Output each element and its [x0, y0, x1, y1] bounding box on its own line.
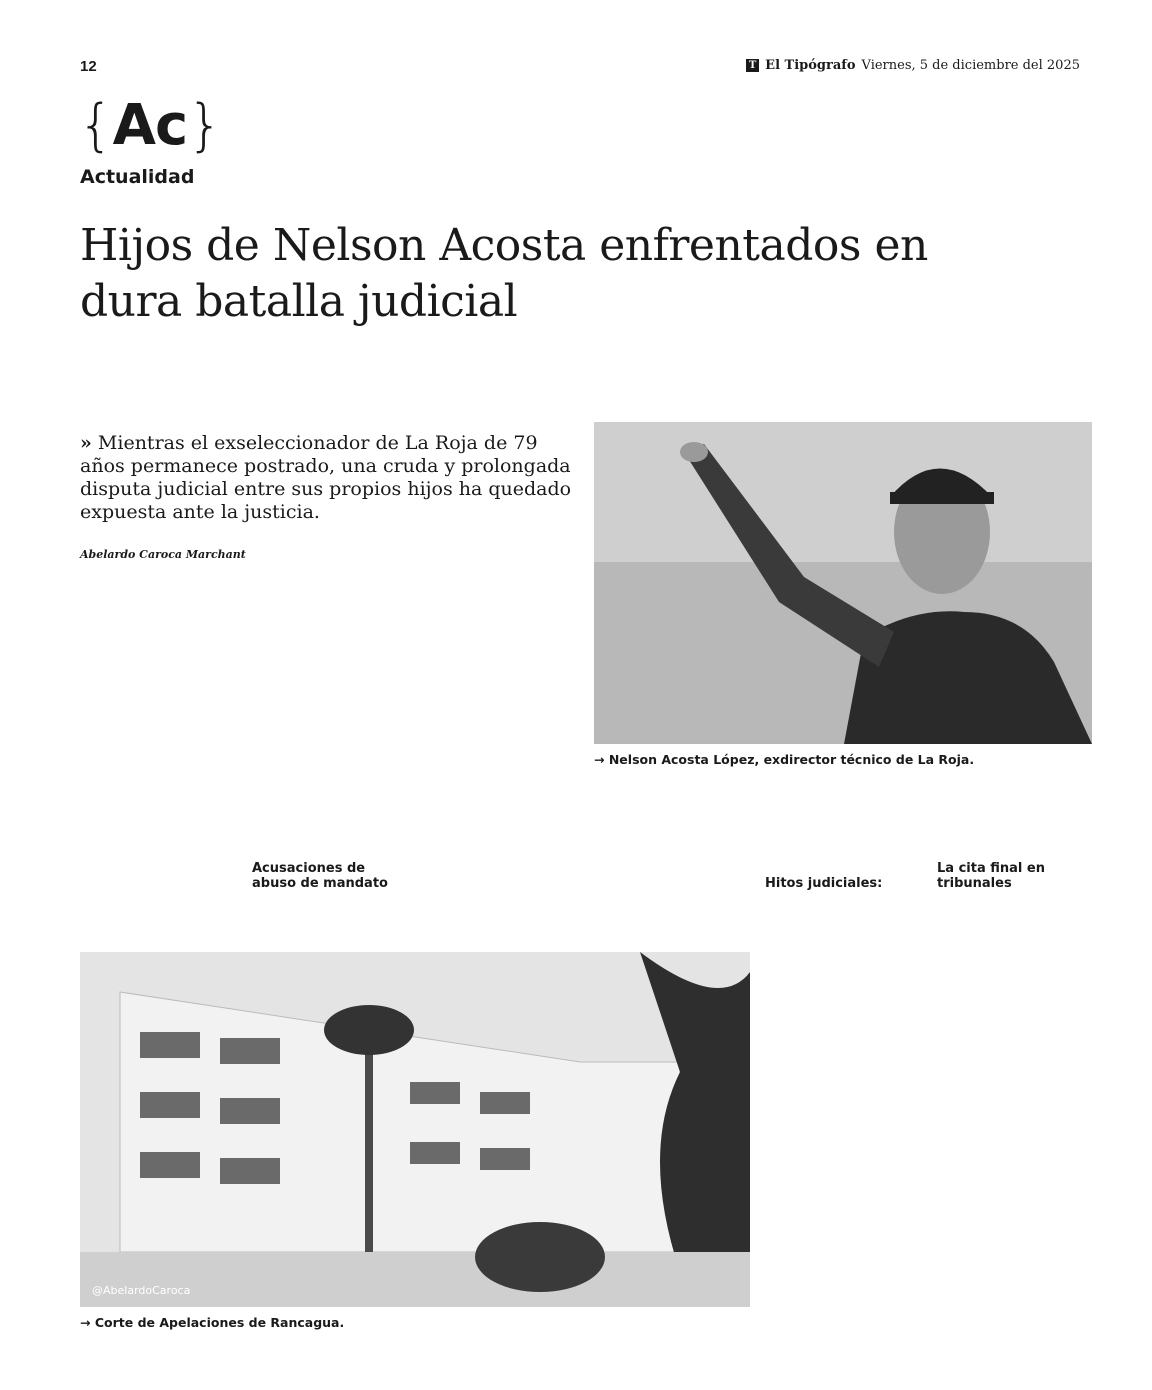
newspaper-name: El Tipógrafo: [765, 58, 856, 73]
subhead-hitos: Hitos judiciales:: [765, 876, 883, 891]
section-abbr: Ac: [112, 93, 188, 158]
photo-credit: @AbelardoCaroca: [92, 1284, 191, 1297]
deck-text: Mientras el exseleccionador de La Roja de 79 años permanece postrado, una cruda y prolongada disputa judicial entre sus propios hijos ha quedado expuesta ante la justicia.: [80, 432, 572, 523]
corte-photo-illustration: [80, 952, 750, 1307]
section-mark: [78, 93, 222, 158]
masthead: [746, 58, 1080, 73]
section-brace-close: }: [187, 93, 222, 158]
caption-arrow-icon: →: [594, 752, 605, 767]
deck-marker: »: [80, 432, 92, 454]
subhead-acusaciones: Acusaciones de abuso de mandato: [252, 861, 388, 891]
section-name: Actualidad: [80, 166, 195, 188]
corte-photo: [80, 952, 750, 1307]
caption-arrow-icon: →: [80, 1315, 91, 1330]
issue-date: Viernes, 5 de diciembre del 2025: [861, 58, 1080, 73]
headline: [80, 218, 1070, 330]
subhead-cita: La cita final en tribunales: [937, 861, 1045, 891]
headline-line-1: Hijos de Nelson Acosta enfrentados en: [80, 220, 928, 271]
section-brace-open: {: [78, 93, 113, 158]
acosta-photo-illustration: [594, 422, 1092, 744]
deck: [80, 432, 580, 524]
headline-line-2: dura batalla judicial: [80, 276, 518, 327]
corte-caption: [80, 1315, 344, 1330]
acosta-caption-text: Nelson Acosta López, exdirector técnico de La Roja.: [608, 752, 975, 767]
acosta-photo: [594, 422, 1092, 744]
page-number: 12: [80, 58, 97, 75]
newspaper-logo-icon: T: [746, 59, 759, 72]
byline: Abelardo Caroca Marchant: [80, 548, 246, 561]
corte-caption-text: Corte de Apelaciones de Rancagua.: [94, 1315, 345, 1330]
acosta-caption: [594, 752, 974, 767]
